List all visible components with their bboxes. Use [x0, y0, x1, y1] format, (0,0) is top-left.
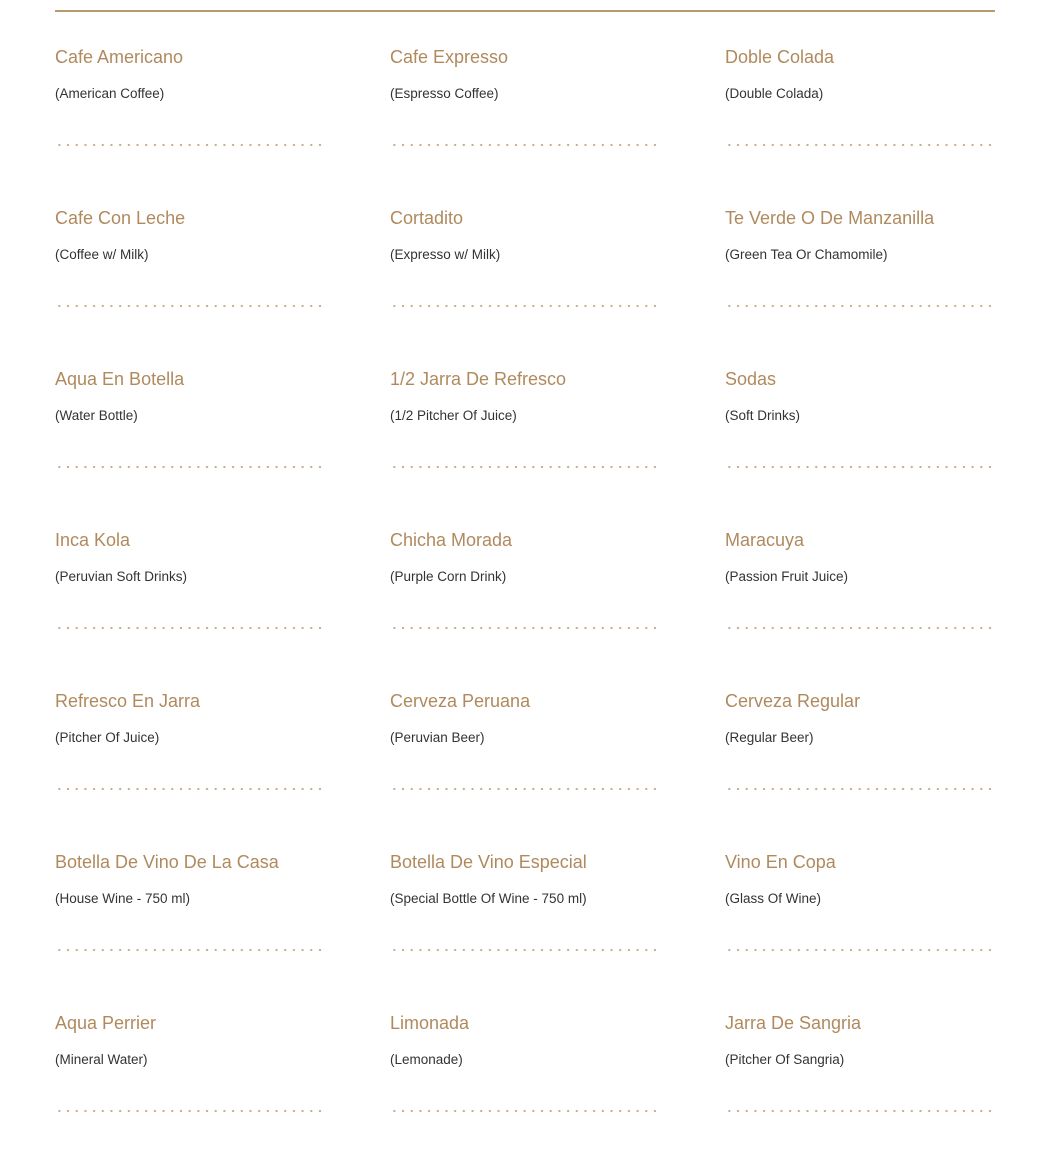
menu-item-description: (Green Tea Or Chamomile) [725, 247, 888, 262]
menu-item-name: Cerveza Peruana [390, 691, 531, 711]
menu-item [390, 45, 660, 206]
menu-item-description: (Glass Of Wine) [725, 891, 822, 906]
menu-item-name: Cafe Expresso [390, 47, 509, 67]
dotted-leader [390, 1108, 660, 1114]
menu-item-description: (Peruvian Soft Drinks) [55, 569, 188, 584]
menu-item [390, 689, 660, 850]
dotted-leader [55, 464, 325, 470]
menu-item-description: (Pitcher Of Juice) [55, 730, 160, 745]
dotted-leader [390, 786, 660, 792]
menu-item-name: Aqua Perrier [55, 1013, 157, 1033]
dotted-leader [390, 947, 660, 953]
dotted-leader [725, 303, 995, 309]
dotted-leader [55, 1108, 325, 1114]
menu-item [390, 206, 660, 367]
menu-item [55, 689, 325, 850]
menu-item-name: Te Verde O De Manzanilla [725, 208, 935, 228]
menu-item [55, 850, 325, 1011]
menu-item-description: (Lemonade) [390, 1052, 463, 1067]
menu-item-description: (Passion Fruit Juice) [725, 569, 849, 584]
menu-item-name: Vino En Copa [725, 852, 836, 872]
menu-item-name: Sodas [725, 369, 777, 389]
menu-item-name: Cerveza Regular [725, 691, 861, 711]
dotted-leader [55, 625, 325, 631]
menu-item-description: (Espresso Coffee) [390, 86, 499, 101]
menu-item-description: (American Coffee) [55, 86, 165, 101]
menu-item-description: (Expresso w/ Milk) [390, 247, 501, 262]
dotted-leader [55, 142, 325, 148]
menu-item-description: (Purple Corn Drink) [390, 569, 507, 584]
menu-item-description: (Pitcher Of Sangria) [725, 1052, 845, 1067]
menu-item-description: (Mineral Water) [55, 1052, 148, 1067]
dotted-leader [55, 786, 325, 792]
menu-item [725, 45, 995, 206]
menu-item-name: Doble Colada [725, 47, 835, 67]
dotted-leader [390, 303, 660, 309]
menu-item-name: Botella De Vino Especial [390, 852, 587, 872]
menu-item-name: Cafe Americano [55, 47, 184, 67]
menu-item-description: (Special Bottle Of Wine - 750 ml) [390, 891, 587, 906]
menu-item-name: Cortadito [390, 208, 464, 228]
menu-item [725, 689, 995, 850]
menu-item-description: (Peruvian Beer) [390, 730, 485, 745]
dotted-leader [725, 1108, 995, 1114]
menu-item [390, 1011, 660, 1172]
drinks-menu-grid [55, 45, 995, 1172]
menu-item-name: 1/2 Jarra De Refresco [390, 369, 567, 389]
menu-item-description: (Regular Beer) [725, 730, 814, 745]
menu-item-name: Chicha Morada [390, 530, 513, 550]
dotted-leader [390, 625, 660, 631]
menu-item-name: Limonada [390, 1013, 470, 1033]
menu-item [725, 1011, 995, 1172]
menu-item [55, 206, 325, 367]
menu-item-name: Maracuya [725, 530, 805, 550]
dotted-leader [390, 142, 660, 148]
menu-item [725, 528, 995, 689]
dotted-leader [55, 303, 325, 309]
menu-item-description: (Double Colada) [725, 86, 824, 101]
menu-item-name: Jarra De Sangria [725, 1013, 862, 1033]
menu-item-name: Aqua En Botella [55, 369, 185, 389]
menu-item-description: (Coffee w/ Milk) [55, 247, 149, 262]
menu-item-description: (1/2 Pitcher Of Juice) [390, 408, 517, 423]
menu-item-name: Botella De Vino De La Casa [55, 852, 279, 872]
dotted-leader [725, 625, 995, 631]
dotted-leader [55, 947, 325, 953]
menu-item [390, 850, 660, 1011]
menu-item-description: (House Wine - 750 ml) [55, 891, 191, 906]
menu-item [55, 45, 325, 206]
dotted-leader [725, 464, 995, 470]
menu-item [390, 528, 660, 689]
menu-item-name: Refresco En Jarra [55, 691, 201, 711]
menu-item [725, 850, 995, 1011]
dotted-leader [390, 464, 660, 470]
menu-item [725, 367, 995, 528]
menu-item [55, 367, 325, 528]
menu-item [725, 206, 995, 367]
menu-item [390, 367, 660, 528]
menu-item-description: (Soft Drinks) [725, 408, 801, 423]
dotted-leader [725, 142, 995, 148]
menu-item-description: (Water Bottle) [55, 408, 138, 423]
menu-item [55, 1011, 325, 1172]
menu-item-name: Cafe Con Leche [55, 208, 186, 228]
dotted-leader [725, 786, 995, 792]
menu-item-name: Inca Kola [55, 530, 131, 550]
menu-item [55, 528, 325, 689]
dotted-leader [725, 947, 995, 953]
top-divider [55, 10, 995, 12]
